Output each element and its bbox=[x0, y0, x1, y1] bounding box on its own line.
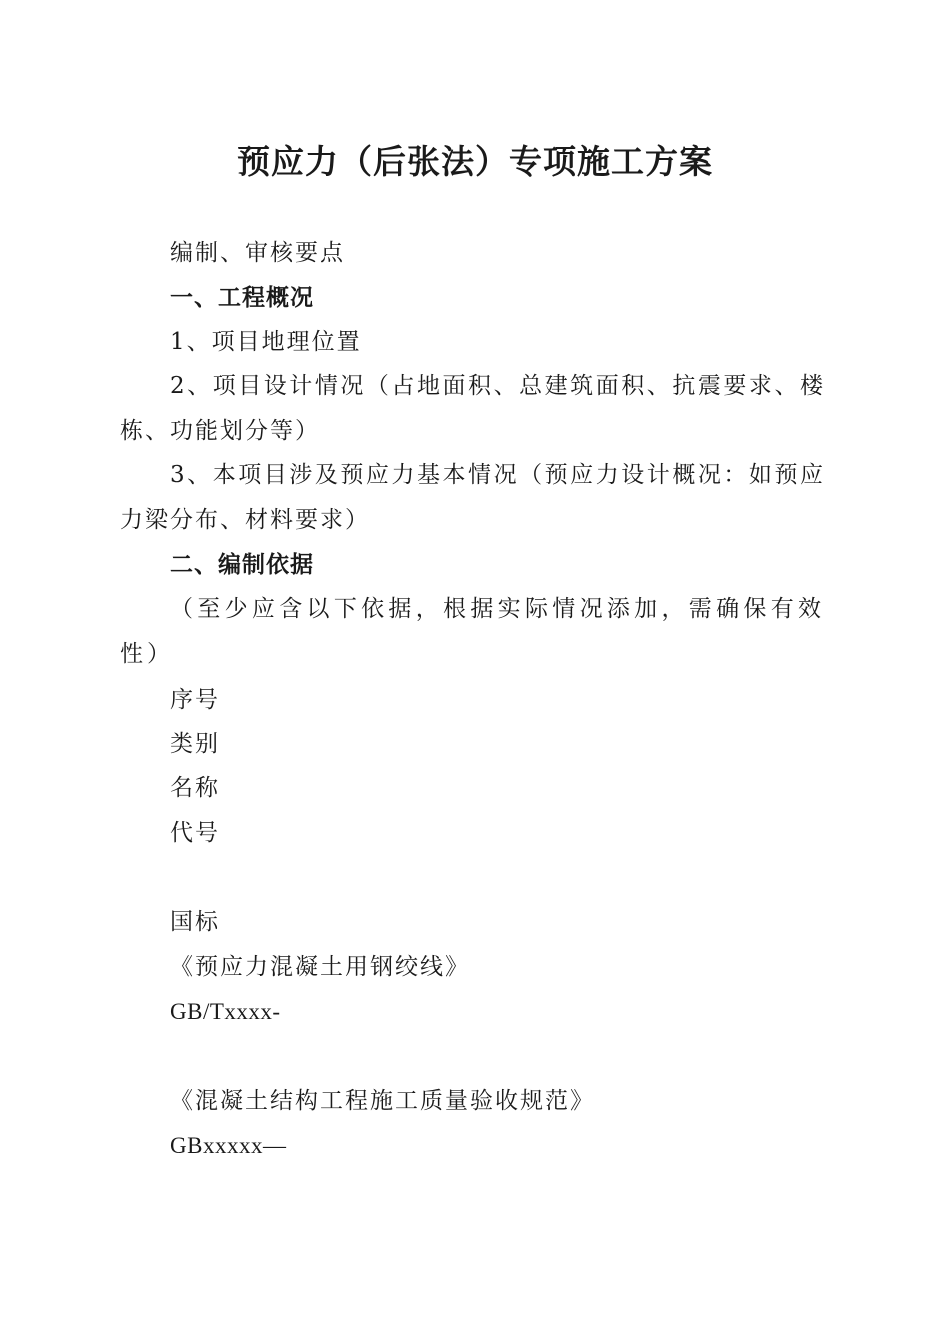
section-heading-project-overview: 一、工程概况 bbox=[170, 285, 314, 311]
overview-item-location: 1、项目地理位置 bbox=[170, 329, 362, 355]
entry-code: GB/Txxxx- bbox=[170, 999, 281, 1024]
entry-name: 《预应力混凝土用钢绞线》 bbox=[170, 954, 470, 980]
overview-item-design: 2、项目设计情况（占地面积、总建筑面积、抗震要求、楼栋、功能划分等） bbox=[120, 373, 825, 444]
table-header-number: 序号 bbox=[170, 687, 220, 713]
basis-note: （至少应含以下依据，根据实际情况添加，需确保有效性） bbox=[120, 596, 825, 667]
entry-category: 国标 bbox=[170, 909, 220, 935]
table-header-name: 名称 bbox=[170, 775, 220, 801]
entry-name: 《混凝土结构工程施工质量验收规范》 bbox=[170, 1088, 595, 1114]
table-header-category: 类别 bbox=[170, 731, 220, 757]
entry-code: GBxxxxx— bbox=[170, 1133, 287, 1158]
section-heading-basis: 二、编制依据 bbox=[170, 552, 314, 578]
overview-item-prestress: 3、本项目涉及预应力基本情况（预应力设计概况：如预应力梁分布、材料要求） bbox=[120, 462, 825, 533]
table-header-code: 代号 bbox=[170, 820, 220, 846]
document-title: 预应力（后张法）专项施工方案 bbox=[237, 142, 713, 181]
review-points-subtitle: 编制、审核要点 bbox=[170, 240, 345, 266]
